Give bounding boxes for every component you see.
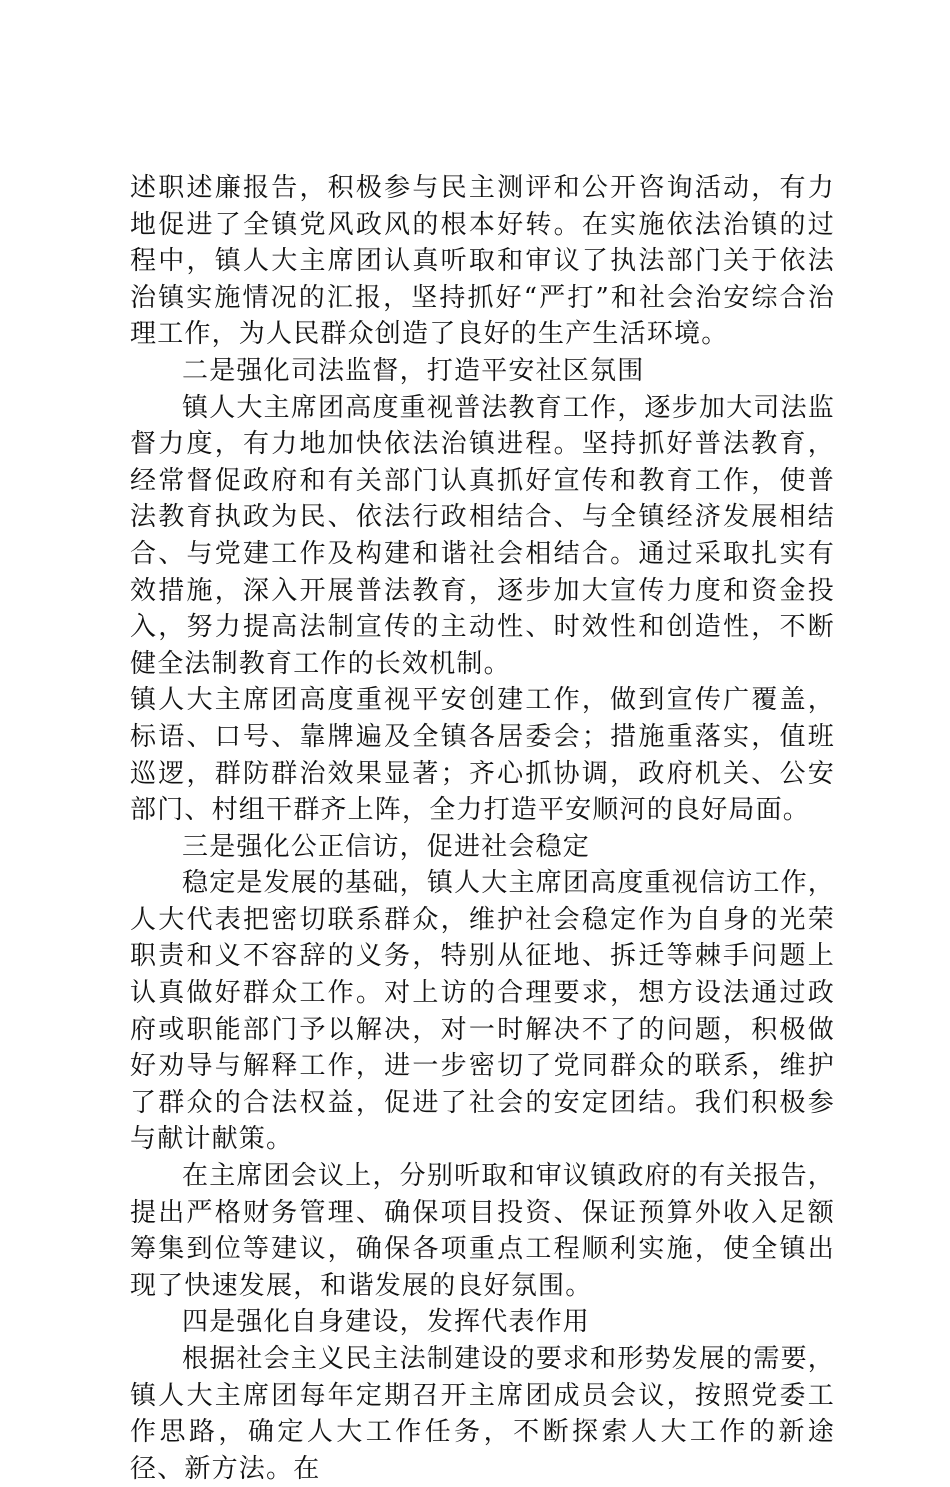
paragraph-body: 根据社会主义民主法制建设的要求和形势发展的需要，镇人大主席团每年定期召开主席团成员会议，按照党委工作思路，确定人大工作任务，不断探索人大工作的新途径、新方法。在 bbox=[130, 1344, 835, 1484]
paragraph-body: 在主席团会议上，分别听取和审议镇政府的有关报告，提出严格财务管理、确保项目投资、保证预算外收入足额筹集到位等建议，确保各项重点工程顺利实施，使全镇出现了快速发展，和谐发展的良好氛围。 bbox=[130, 1161, 835, 1301]
section-heading-3: 三是强化公正信访，促进社会稳定 bbox=[182, 831, 591, 862]
section-heading-2: 二是强化司法监督，打造平安社区氛围 bbox=[182, 355, 645, 386]
paragraph-body: 镇人大主席团高度重视普法教育工作，逐步加大司法监督力度，有力地加快依法治镇进程。坚持抓好普法教育，经常督促政府和有关部门认真抓好宣传和教育工作，使普法教育执政为民、依法行政相结合、与全镇经济发展相结合、与党建工作及构建和谐社会相结合。通过采取扎实有效措施，深入开展普法教育，逐步加大宣传力度和资金投入，努力提高法制宣传的主动性、时效性和创造性，不断健全法制教育工作的长效机制。 bbox=[130, 392, 835, 679]
paragraph-continuation: 述职述廉报告，积极参与民主测评和公开咨询活动，有力地促进了全镇党风政风的根本好转。在实施依法治镇的过程中，镇人大主席团认真听取和审议了执法部门关于依法治镇实施情况的汇报，坚持抓好“严打”和社会治安综合治理工作，为人民群众创造了良好的生产生活环境。 bbox=[130, 173, 835, 350]
paragraph-body: 稳定是发展的基础，镇人大主席团高度重视信访工作，人大代表把密切联系群众，维护社会稳定作为自身的光荣职责和义不容辞的义务，特别从征地、拆迁等棘手问题上认真做好群众工作。对上访的合理要求，想方设法通过政府或职能部门予以解决，对一时解决不了的问题，积极做好劝导与解释工作，进一步密切了党同群众的联系，维护了群众的合法权益，促进了社会的安定团结。我们积极参与献计献策。 bbox=[130, 868, 835, 1155]
section-heading-4: 四是强化自身建设，发挥代表作用 bbox=[182, 1307, 591, 1338]
paragraph-continuation: 镇人大主席团高度重视平安创建工作，做到宣传广覆盖，标语、口号、靠牌遍及全镇各居委会；措施重落实，值班巡逻，群防群治效果显著；齐心抓协调，政府机关、公安部门、村组干群齐上阵，全力打造平安顺河的良好局面。 bbox=[130, 685, 835, 826]
document-body bbox=[130, 170, 835, 1487]
